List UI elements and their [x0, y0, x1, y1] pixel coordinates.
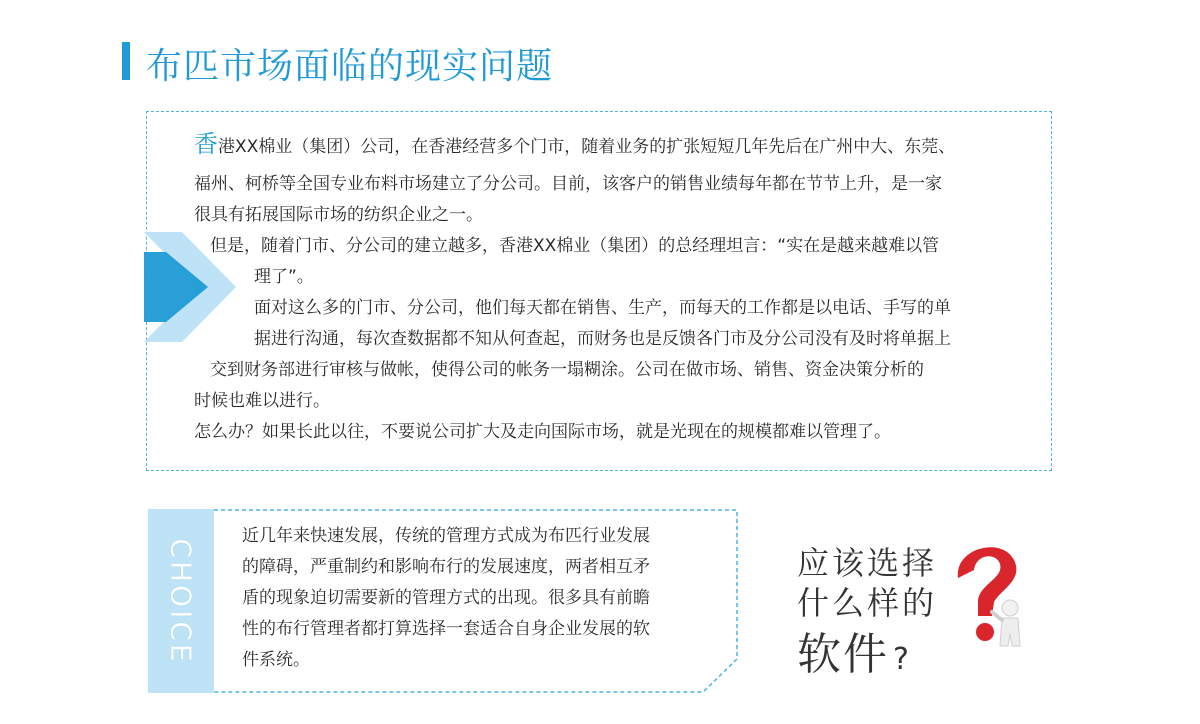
problem-line-5: 理了”。 — [254, 267, 314, 287]
question-line-2: 什么样的 — [797, 584, 938, 622]
problem-line-6: 面对这么多的门市、分公司，他们每天都在销售、生产，而每天的工作都是以电话、手写的单 — [254, 298, 951, 318]
choice-line: 近几年来快速发展，传统的管理方式成为布匹行业发展 — [242, 526, 650, 546]
choice-text — [242, 521, 650, 676]
page-title: 布匹市场面临的现实问题 — [146, 46, 554, 87]
problem-line-4: 但是，随着门市、分公司的建立越多，香港XX棉业（集团）的总经理坦言：“实在是越来越难以管 — [210, 236, 940, 256]
problem-line-8: 交到财务部进行审核与做帐，使得公司的帐务一塌糊涂。公司在做市场、销售、资金决策分析的 — [210, 360, 924, 380]
choice-line: 盾的现象迫切需要新的管理方式的出现。很多具有前瞻 — [242, 588, 650, 608]
problem-line-1: 香港XX棉业（集团）公司，在香港经营多个门市，随着业务的扩张短短几年先后在广州中大、东莞、 — [194, 130, 956, 158]
problem-line-10: 怎么办？如果长此以往，不要说公司扩大及走向国际市场，就是光现在的规模都难以管理了。 — [194, 422, 891, 442]
choice-line: 性的布行管理者都打算选择一套适合自身企业发展的软 — [242, 619, 650, 639]
problem-line-3: 很具有拓展国际市场的纺织企业之一。 — [194, 205, 483, 225]
question-mark-person-icon — [940, 538, 1030, 658]
choice-vertical-label: CHOICE — [164, 537, 198, 665]
lead-char: 香 — [194, 130, 218, 158]
title-accent-bar — [122, 42, 130, 80]
problem-line-7: 据进行沟通，每次查数据都不知从何查起，而财务也是反馈各门市及分公司没有及时将单据上 — [254, 329, 951, 349]
choice-line: 件系统。 — [242, 650, 310, 670]
choice-line: 的障碍，严重制约和影响布行的发展速度，两者相互矛 — [242, 557, 650, 577]
problem-line-2: 福州、柯桥等全国专业布料市场建立了分公司。目前，该客户的销售业绩每年都在节节上升，是一家 — [194, 174, 942, 194]
problem-line-9: 时候也难以进行。 — [194, 391, 330, 411]
question-line-3: 软件 ? — [797, 629, 911, 680]
question-line-1: 应该选择 — [797, 544, 938, 582]
